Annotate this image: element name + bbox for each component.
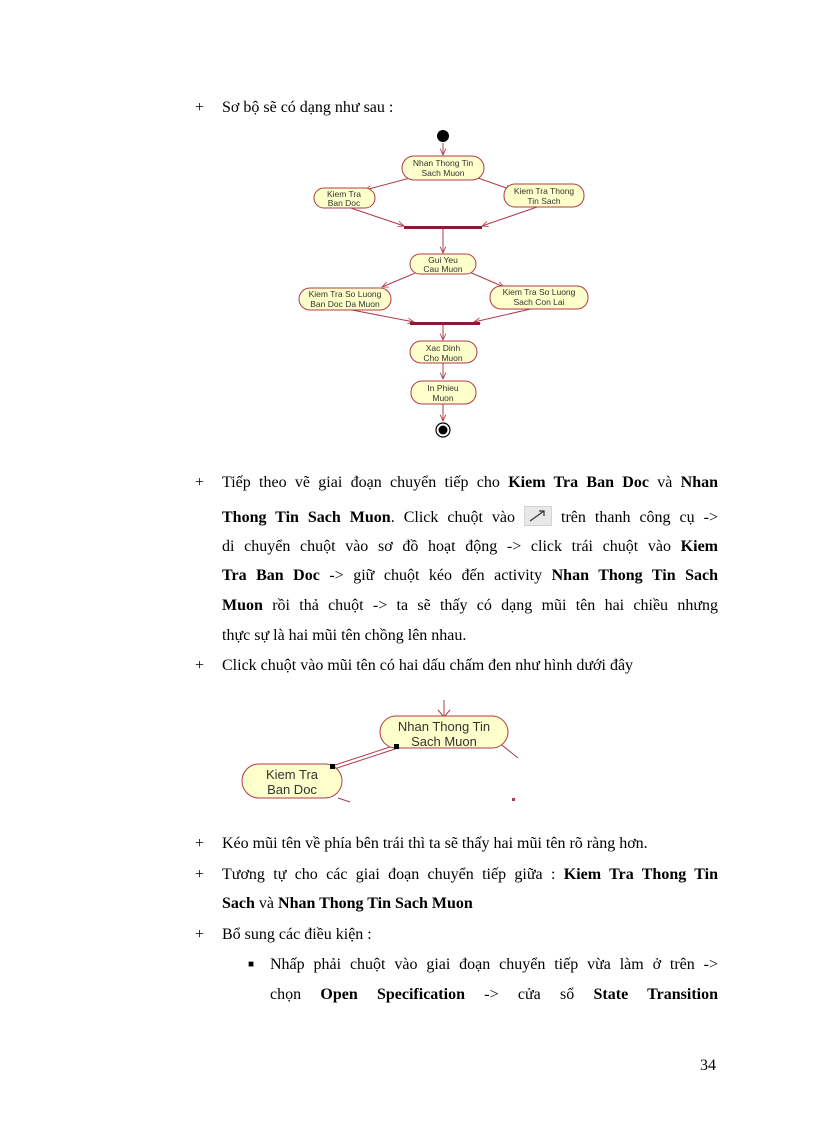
square-bullet: ■ [248,959,255,970]
transition-tool-icon [524,506,552,526]
n2-line2: Ban Doc [327,198,361,208]
edge-n4-n6 [467,271,504,287]
zoom-n2-line2: Ban Doc [267,782,317,797]
para1-line3: di chuyển chuột vào sơ đồ hoạt động -> click trái chuột vào Kiem [222,538,718,555]
para1-line5: Muon rồi thả chuột -> ta sẽ thấy có dạng mũi tên hai chiều nhưng [222,597,718,614]
bullet-plus: + [195,835,205,852]
para4-line1: Tương tự cho các giai đoạn chuyển tiếp giữa : Kiem Tra Thong Tin [222,866,718,883]
para4-line2: Sach và Nhan Thong Tin Sach Muon [222,895,473,912]
edge-n1-n2 [365,178,410,190]
n5-line1: Kiem Tra So Luong [308,289,382,299]
sub1-line2: chọn Open Specification -> cửa sổ State Transition [270,986,718,1003]
edge-double [332,745,396,766]
n4-line2: Cau Muon [423,264,463,274]
n1-line1: Nhan Thong Tin [412,158,474,168]
edge-n2-bar1 [345,206,404,226]
n3-line2: Tin Sach [527,196,561,206]
n7-line1: Xac Dinh [425,343,461,353]
n2-line1: Kiem Tra [326,189,362,199]
selection-handle [330,764,335,769]
bullet-plus: + [195,866,205,883]
bullet-plus: + [195,99,205,116]
para2-text: Click chuột vào mũi tên có hai dấu chấm đen như hình dưới đây [222,657,634,674]
sync-bar-1 [404,226,482,229]
para1-line4: Tra Ban Doc -> giữ chuột kéo đến activity Nhan Thong Tin Sach [222,567,719,584]
para1-line6: thực sự là hai mũi tên chồng lên nhau. [222,627,467,644]
bullet-plus: + [195,657,205,674]
para3-text: Kéo mũi tên về phía bên trái thì ta sẽ thấy hai mũi tên rõ ràng hơn. [222,835,648,852]
edge-n5-bar2 [352,310,414,322]
para1-line2: Thong Tin Sach Muon. Click chuột vào trên thanh công cụ -> [222,506,718,528]
sub1-line1: Nhấp phải chuột vào giai đoạn chuyển tiếp vừa làm ở trên -> [270,956,718,973]
edge-n6-bar2 [474,308,535,322]
zoom-n1-line2: Sach Muon [411,734,477,749]
transition-detail-diagram [236,698,526,806]
intro-text: Sơ bộ sẽ có dạng như sau : [222,99,394,116]
n5-line2: Ban Doc Da Muon [310,299,380,309]
page-number: 34 [700,1057,716,1074]
edge-bottom [338,798,350,802]
n3-line1: Kiem Tra Thong [513,186,575,196]
bullet-plus: + [195,474,205,491]
bullet-plus: + [195,926,205,943]
sync-bar-2 [410,322,480,325]
activity-diagram [290,120,600,445]
n8-line1: In Phieu [427,383,459,393]
edge-double-2 [334,748,398,769]
n7-line2: Cho Muon [423,353,463,363]
start-node [437,130,449,142]
para5-text: Bổ sung các điều kiện : [222,926,372,943]
edge-fragment [512,798,515,801]
end-node [439,426,448,435]
edge-n4-n5 [382,271,420,287]
selection-handle [394,744,399,749]
n1-line2: Sach Muon [421,168,465,178]
para1-line1: Tiếp theo vẽ giai đoạn chuyển tiếp cho Kiem Tra Ban Doc và Nhan [222,474,719,491]
zoom-n2-line1: Kiem Tra [265,767,319,782]
n6-line1: Kiem Tra So Luong [502,287,576,297]
n6-line2: Sach Con Lai [513,297,565,307]
edge-n3-bar1 [482,206,540,226]
n4-line1: Gui Yeu [428,255,458,265]
n8-line2: Muon [432,393,454,403]
zoom-n1-line1: Nhan Thong Tin [397,719,491,734]
